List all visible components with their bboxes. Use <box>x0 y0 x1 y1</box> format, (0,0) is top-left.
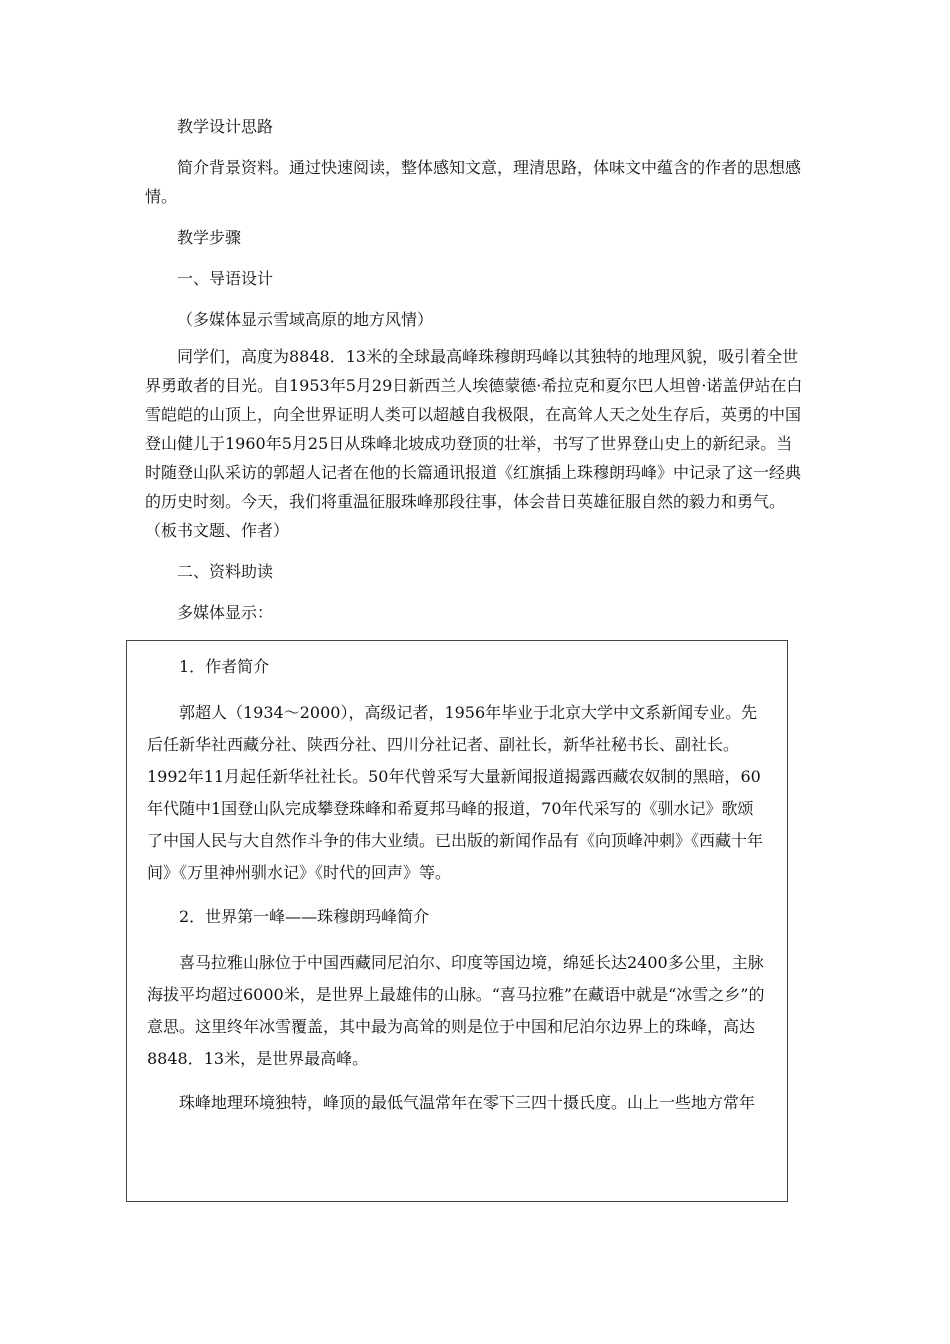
section1-heading: 一、导语设计 <box>177 269 274 288</box>
info-box <box>126 640 788 1202</box>
author-heading: 1．作者简介 <box>179 657 270 676</box>
environment-text: 珠峰地理环境独特，峰顶的最低气温常年在零下三四十摄氏度。山上一些地方常年 <box>179 1093 756 1112</box>
author-text: 郭超人（1934～2000），高级记者，1956年毕业于北京大学中文系新闻专业。先后任新华社西藏分社、陕西分社、四川分社记者、副社长，新华社秘书长、副社长。1992年11月起任新华社社长。50年代曾采写大量新闻报道揭露西藏农奴制的黑暗，60年代随中1国登山队完成攀登珠峰和希夏邦马峰的报道，70年代采写的《驯水记》歌颂了中国人民与大自然作斗争的伟大业绩。已出版的新闻作品有《向顶峰冲刺》《西藏十年间》《万里神州驯水记》《时代的回声》等。 <box>147 703 764 882</box>
lead-paragraph: 同学们，高度为8848．13米的全球最高峰珠穆朗玛峰以其独特的地理风貌，吸引着全世界勇敢者的目光。自1953年5月29日新西兰人埃德蒙德·希拉克和夏尔巴人坦曾·诺盖伊站在白雪皑皑的山顶上，向全世界证明人类可以超越自我极限，在高耸人天之处生存后，英勇的中国登山健儿于1960年5月25日从珠峰北坡成功登顶的壮举，书写了世界登山史上的新纪录。当时随登山队采访的郭超人记者在他的长篇通讯报道《红旗插上珠穆朗玛峰》中记录了这一经典的历史时刻。今天，我们将重温征服珠峰那段往事，体会昔日英雄征服自然的毅力和勇气。（板书文题、作者） <box>145 347 803 540</box>
peak-text: 喜马拉雅山脉位于中国西藏同尼泊尔、印度等国边境，绵延长达2400多公里，主脉海拔平均超过6000米，是世界上最雄伟的山脉。“喜马拉雅”在藏语中就是“冰雪之乡”的意思。这里终年冰雪覆盖，其中最为高耸的则是位于中国和尼泊尔边界上的珠峰，高达8848．13米，是世界最高峰。 <box>147 953 765 1068</box>
steps-heading: 教学步骤 <box>177 228 242 247</box>
multimedia-note: （多媒体显示雪域高原的地方风情） <box>177 310 434 329</box>
multimedia-label: 多媒体显示： <box>177 603 274 622</box>
peak-heading: 2．世界第一峰——珠穆朗玛峰简介 <box>179 907 430 926</box>
section2-heading: 二、资料助读 <box>177 562 274 581</box>
design-heading: 教学设计思路 <box>177 117 274 136</box>
design-text: 简介背景资料。通过快速阅读，整体感知文意，理清思路，体味文中蕴含的作者的思想感情。 <box>145 158 802 206</box>
main-text <box>145 112 807 627</box>
